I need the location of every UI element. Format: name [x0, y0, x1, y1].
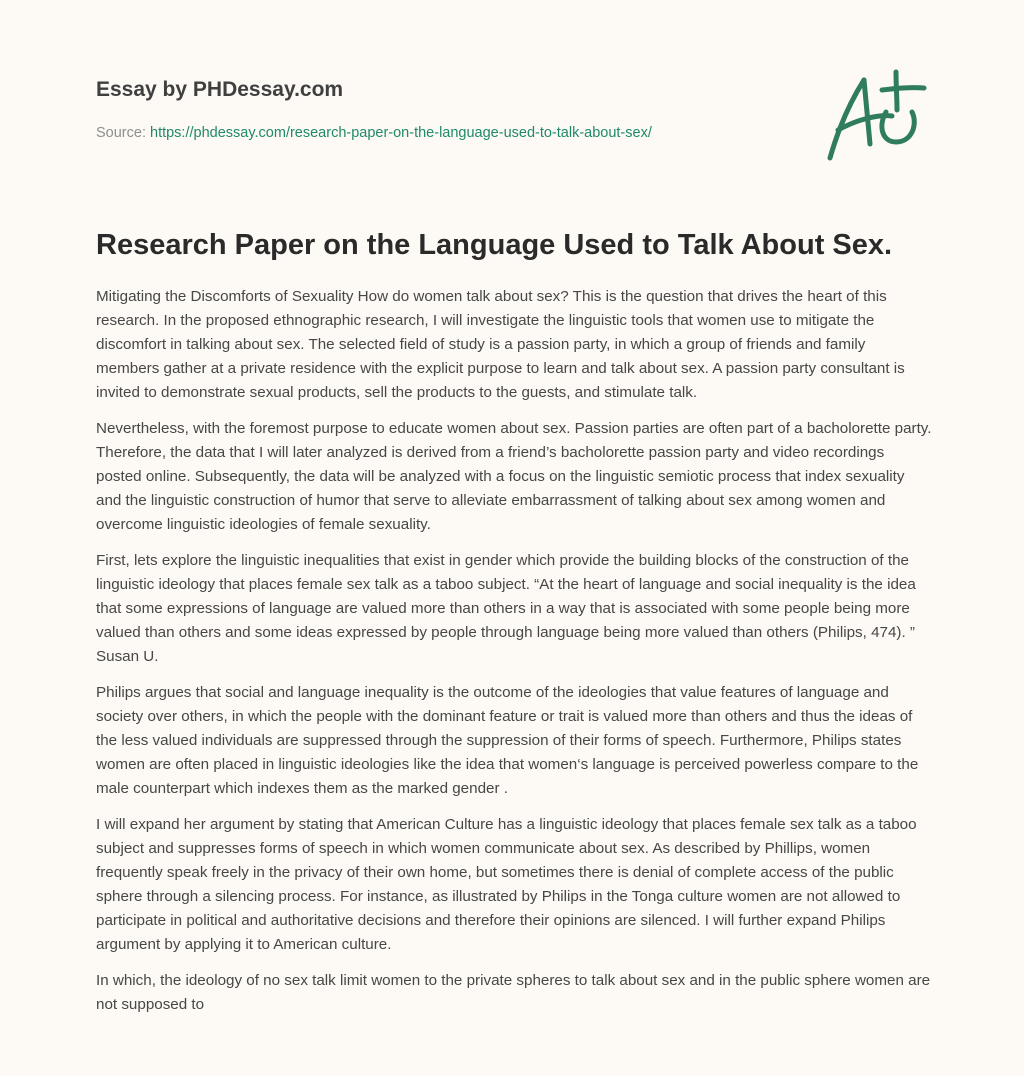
- source-label: Source:: [96, 125, 150, 141]
- essay-paragraph: Philips argues that social and language inequality is the outcome of the ideologies that value features of language and society over others, in which the people with the dominant feature or trait is valued more than others and thus the ideas of the less valued individuals are suppressed through the suppression of their forms of speech. Furthermore, Philips states women are often placed in linguistic ideologies like the idea that women‘s language is perceived powerless compare to the male counterpart which indexes them as the marked gender .: [96, 684, 919, 797]
- essay-paragraph: Nevertheless, with the foremost purpose to educate women about sex. Passion parties are often part of a bacholorette party. Therefore, the data that I will later analyzed is derived from a friend’s bacholorette passion party and video recordings posted online. Subsequently, the data will be analyzed with a focus on the linguistic semiotic process that index sexuality and the linguistic construction of humor that serve to alleviate embarrassment of talking about sex among women and overcome linguistic ideologies of female sexuality.: [96, 420, 932, 533]
- a-plus-grade-icon: [820, 68, 930, 168]
- essay-title: Research Paper on the Language Used to Talk About Sex.: [96, 229, 893, 261]
- essay-body: [96, 285, 932, 1029]
- essay-paragraph: Mitigating the Discomforts of Sexuality How do women talk about sex? This is the question that drives the heart of this research. In the proposed ethnographic research, I will investigate the linguistic tools that women use to mitigate the discomfort in talking about sex. The selected field of study is a passion party, in which a group of friends and family members gather at a private residence with the explicit purpose to learn and talk about sex. A passion party consultant is invited to demonstrate sexual products, sell the products to the guests, and stimulate talk.: [96, 288, 905, 401]
- essay-paragraph: In which, the ideology of no sex talk limit women to the private spheres to talk about sex and in the public sphere women are not supposed to: [96, 972, 931, 1013]
- essay-paragraph: I will expand her argument by stating that American Culture has a linguistic ideology that places female sex talk as a taboo subject and suppresses forms of speech in which women communicate about sex. As described by Phillips, women frequently speak freely in the privacy of their own home, but sometimes there is denial of complete access of the public sphere through a silencing process. For instance, as illustrated by Philips in the Tonga culture women are not allowed to participate in political and authoritative decisions and therefore their opinions are silenced. I will further expand Philips argument by applying it to American culture.: [96, 816, 917, 953]
- essay-paragraph: First, lets explore the linguistic inequalities that exist in gender which provide the building blocks of the construction of the linguistic ideology that places female sex talk as a taboo subject. “At the heart of language and social inequality is the idea that some expressions of language are valued more than others in a way that is associated with some people being more valued than others and some ideas expressed by people through language being more valued than others (Philips, 474). ” Susan U.: [96, 552, 916, 665]
- source-line: [96, 123, 796, 143]
- site-title: Essay by PHDessay.com: [96, 78, 344, 101]
- essay-header: [96, 76, 796, 143]
- a-plus-grade-icon-svg: [820, 68, 930, 168]
- source-link[interactable]: https://phdessay.com/research-paper-on-the-language-used-to-talk-about-sex/: [150, 125, 652, 141]
